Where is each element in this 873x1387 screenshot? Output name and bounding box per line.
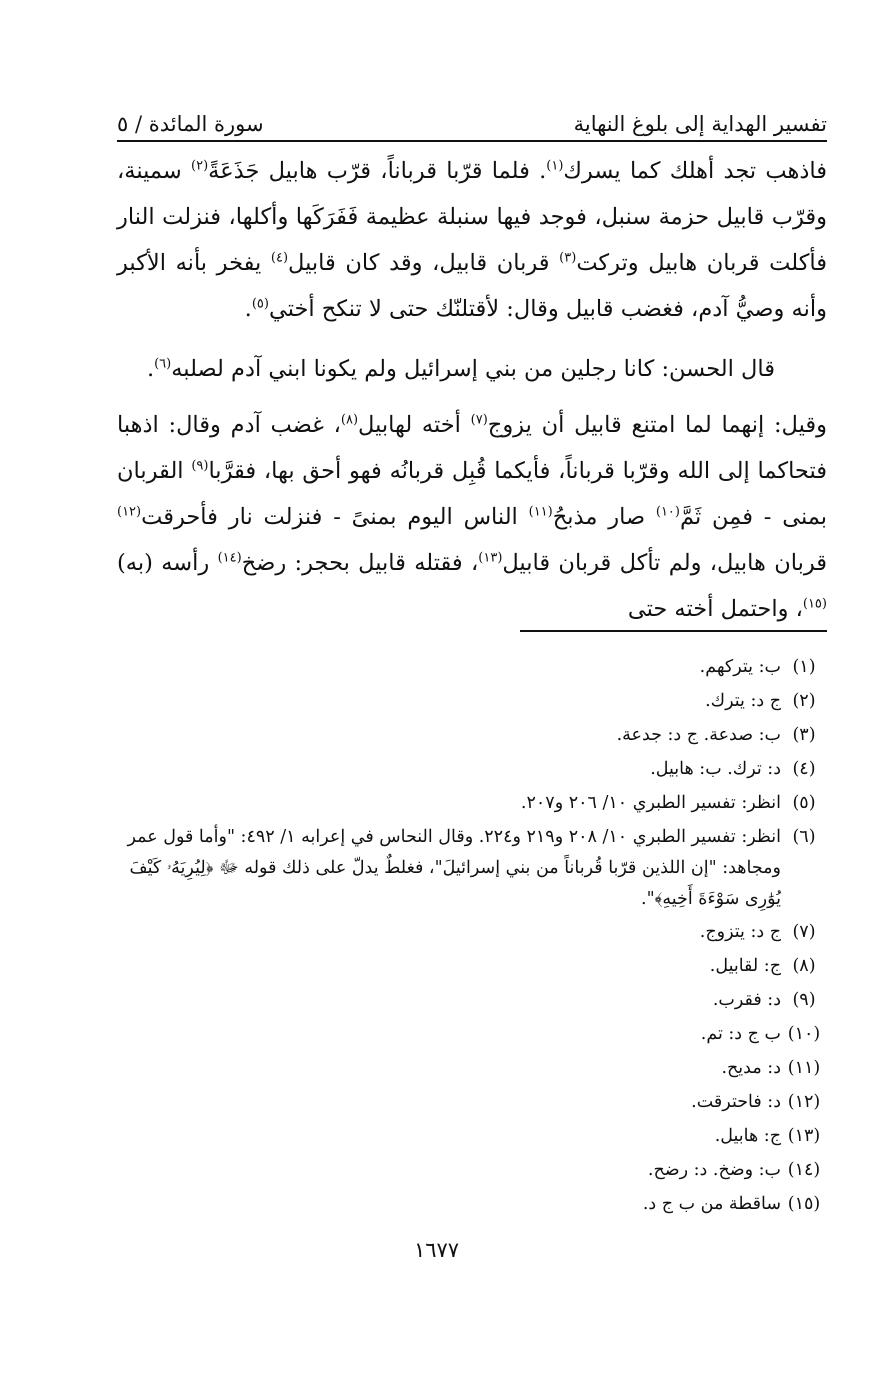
footnote-marker: (١) (546, 158, 564, 174)
text-segment: رأسه (به) (117, 550, 218, 576)
footnote-item (117, 1085, 827, 1119)
footnote-number: (١) (792, 657, 816, 677)
footnote-number: (٧) (792, 922, 816, 942)
footnote-number: (٩) (792, 990, 816, 1010)
text-segment: قربان هابيل، ولم تأكل قربان قابيل (502, 550, 828, 576)
footnote-marker: (١٣) (478, 550, 503, 566)
footnote-marker: (٨) (340, 412, 359, 428)
text-segment: وقيل: إنهما لما امتنع قابيل أن يزوج (487, 412, 827, 438)
text-segment: ، واحتمل أخته حتى (627, 596, 803, 622)
footnote-text: د: فاحترقت. (691, 1092, 781, 1112)
footnote-text: ب: صدعة. ج د: جدعة. (616, 725, 781, 745)
footnote-marker: (٣) (559, 250, 577, 266)
text-segment: سمينة، وقرّب قابيل حزمة سنبل، فوجد فيها سنبلة عظيمة فَفَرَكَها وأكلها، فنزلت النار فأكلت قربان هابيل وتركت (117, 158, 828, 276)
footnote-text: د: فقرب. (712, 990, 781, 1010)
footnote-number: (٣) (792, 725, 816, 745)
footnote-text: ساقطة من ب ج د. (642, 1194, 781, 1214)
text-segment: . فلما قرّبا قرباناً، قرّب هابيل جَذَعَةً (208, 158, 547, 184)
footnote-number: (١٢) (787, 1092, 821, 1112)
footnote-item (117, 949, 827, 983)
text-segment: الناس اليوم بمنىً - فنزلت نار فأحرقت (141, 504, 529, 530)
footnote-marker: (١٤) (217, 550, 242, 566)
paragraph-3 (117, 402, 827, 632)
footnote-item (117, 786, 827, 820)
footnote-text: ج د: يترك. (705, 691, 781, 711)
footnote-number: (٢) (792, 691, 816, 711)
text-segment: . (244, 296, 252, 322)
footnote-text: ج د: يتزوج. (699, 922, 781, 942)
paragraph-1 (117, 148, 827, 332)
book-title: تفسير الهداية إلى بلوغ النهاية (573, 112, 827, 136)
footnote-item (117, 752, 827, 786)
footnote-text: ب ج د: تم. (700, 1024, 781, 1044)
footnote-text: د: ترك. ب: هابيل. (650, 759, 781, 779)
text-segment: يفخر بأنه الأكبر وأنه وصيُّ آدم، فغضب قابيل وقال: لأقتلنّك حتى لا تنكح أختي (117, 250, 827, 322)
text-segment: صار مذبحُ (552, 504, 656, 530)
text-segment: ، غضب آدم وقال: اذهبا فتحاكما إلى الله وقرّبا قرباناً، فأيكما قُبِل قربانُه فهو أحق بها، فقرَّبا (117, 412, 827, 484)
footnote-marker: (٢) (191, 158, 209, 174)
footnote-item (117, 718, 827, 752)
footnote-item (117, 1153, 827, 1187)
footnote-item (117, 1051, 827, 1085)
footnote-item (117, 1187, 827, 1221)
paragraph-2 (117, 346, 827, 392)
footnote-number: (٥) (792, 793, 816, 813)
footnote-number: (١٤) (787, 1160, 821, 1180)
footnote-number: (٤) (792, 759, 816, 779)
text-segment: قال الحسن: كانا رجلين من بني إسرائيل ولم يكونا ابني آدم لصلبه (171, 356, 775, 382)
footnote-item (117, 684, 827, 718)
footnote-item (117, 1119, 827, 1153)
footnote-item (117, 983, 827, 1017)
footnote-marker: (٥) (251, 296, 269, 312)
footnote-number: (١٥) (787, 1194, 821, 1214)
footnote-marker: (٤) (270, 250, 289, 266)
footnote-marker: (٦) (154, 356, 172, 372)
footnote-text: انظر: تفسير الطبري ١٠/ ٢٠٦ و٢٠٧. (520, 793, 781, 813)
page-number: ١٦٧٧ (413, 1238, 460, 1262)
footnote-text: ب: وضخ. د: رضح. (647, 1160, 781, 1180)
footnote-marker: (١٠) (655, 504, 680, 520)
footnote-item (117, 1017, 827, 1051)
footnote-number: (١٣) (787, 1126, 821, 1146)
footnote-text: ج: لقابيل. (709, 956, 781, 976)
header-rule (117, 140, 827, 142)
footnote-text: انظر: تفسير الطبري ١٠/ ٢٠٨ و٢١٩ و٢٢٤. وقال النحاس في إعرابه ١/ ٤٩٢: "وأما قول عمر ومجاهد: "إن اللذين قرّبا قُرباناً من بني إسرائيلَ"، فغلطٌ يدلّ على ذلك قوله ﷻ ﴿لِيُرِيَهُۥ كَيْفَ يُوَٰرِى سَوْءَةَ أَخِيهِ﴾". (127, 827, 781, 909)
footnote-marker: (٩) (191, 458, 209, 474)
footnote-item (117, 820, 827, 915)
text-segment: أخته لهابيل (358, 412, 471, 438)
surah-label: سورة المائدة / ٥ (117, 112, 264, 136)
footnotes (117, 650, 827, 1221)
footnote-item (117, 915, 827, 949)
footnote-number: (٨) (792, 956, 816, 976)
footnote-marker: (١٢) (117, 504, 142, 520)
running-header (117, 96, 827, 136)
footnote-item (117, 650, 827, 684)
main-text (117, 148, 827, 632)
footnote-text: ب: يتركهم. (699, 657, 781, 677)
footnote-separator (520, 630, 827, 632)
footnote-text: ج: هابيل. (714, 1126, 781, 1146)
footnote-number: (١١) (787, 1058, 821, 1078)
footnote-marker: (١١) (528, 504, 553, 520)
footnote-number: (١٠) (787, 1024, 821, 1044)
text-segment: ، فقتله قابيل بحجر: رضخ (241, 550, 479, 576)
footnote-number: (٦) (792, 827, 816, 847)
footnote-marker: (١٥) (802, 596, 827, 612)
footnote-text: د: مديح. (721, 1058, 781, 1078)
footnote-marker: (٧) (470, 412, 488, 428)
text-segment: . (146, 356, 155, 382)
text-segment: قربان قابيل، وقد كان قابيل (288, 250, 560, 276)
text-segment: القربان بمنى - فمِن ثَمَّ (117, 458, 828, 530)
text-segment: فاذهب تجد أهلك كما يسرك (563, 158, 827, 184)
